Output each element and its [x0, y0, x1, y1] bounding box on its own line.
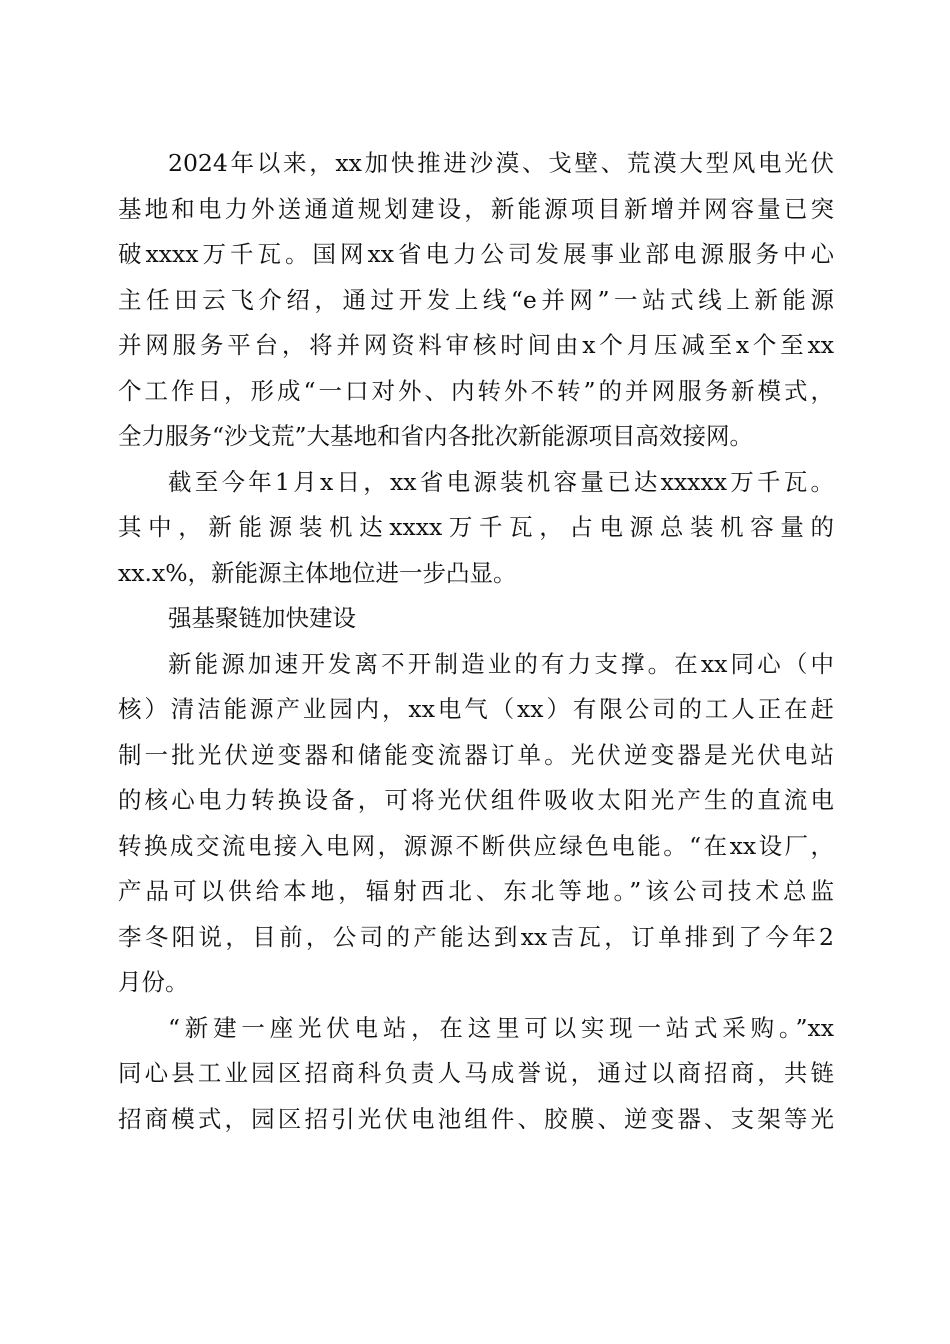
text-line: 基地和电力外送通道规划建设，新能源项目新增并网容量已突	[118, 194, 834, 223]
text-line: 主任田云飞介绍，通过开发上线“e并网”一站式线上新能源	[118, 285, 834, 314]
text-line: 2024年以来，xx加快推进沙漠、戈壁、荒漠大型风电光伏	[168, 149, 834, 177]
text-line: 月份。	[118, 968, 189, 996]
text-line: 李冬阳说，目前，公司的产能达到xx吉瓦，订单排到了今年2	[118, 922, 834, 951]
text-line: 破xxxx万千瓦。国网xx省电力公司发展事业部电源服务中心	[118, 240, 834, 268]
text-line: 的核心电力转换设备，可将光伏组件吸收太阳光产生的直流电	[118, 786, 834, 814]
paragraph-manufacturing	[118, 642, 834, 1006]
text-line: “新建一座光伏电站，在这里可以实现一站式采购。”xx	[168, 1013, 834, 1042]
text-line: xx.x%，新能源主体地位进一步凸显。	[118, 558, 517, 587]
paragraph-installed-capacity	[118, 460, 834, 597]
text-line: 同心县工业园区招商科负责人马成誉说，通过以商招商，共链	[118, 1059, 834, 1087]
paragraph-industrial-park	[118, 1006, 834, 1143]
paragraph-grid-connection	[118, 141, 834, 460]
document-body	[118, 141, 834, 1142]
text-line: 转换成交流电接入电网，源源不断供应绿色电能。“在xx设厂，	[118, 831, 834, 860]
text-line: 个工作日，形成“一口对外、内转外不转”的并网服务新模式，	[118, 376, 834, 405]
text-line: 招商模式，园区招引光伏电池组件、胶膜、逆变器、支架等光	[118, 1104, 834, 1133]
text-line: 制一批光伏逆变器和储能变流器订单。光伏逆变器是光伏电站	[118, 740, 834, 769]
text-line: 并网服务平台，将并网资料审核时间由x个月压减至x个至xx	[118, 331, 834, 359]
text-line: 新能源加速开发离不开制造业的有力支撑。在xx同心（中	[168, 649, 834, 678]
section-heading	[118, 596, 834, 642]
text-line: 全力服务“沙戈荒”大基地和省内各批次新能源项目高效接网。	[118, 422, 754, 450]
heading-text: 强基聚链加快建设	[168, 604, 356, 632]
text-line: 截至今年1月x日，xx省电源装机容量已达xxxxx万千瓦。	[168, 467, 834, 496]
text-line: 其中，新能源装机达xxxx万千瓦，占电源总装机容量的	[118, 513, 834, 541]
text-line: 产品可以供给本地，辐射西北、东北等地。”该公司技术总监	[118, 877, 834, 905]
text-line: 核）清洁能源产业园内，xx电气（xx）有限公司的工人正在赶	[118, 695, 834, 723]
